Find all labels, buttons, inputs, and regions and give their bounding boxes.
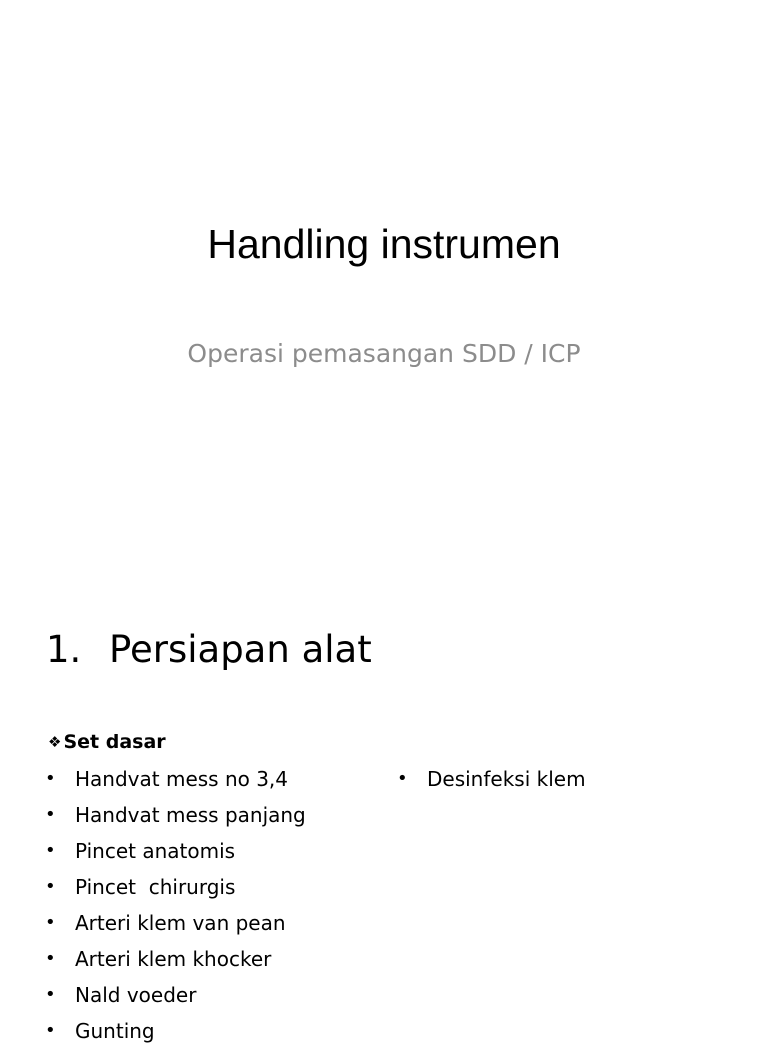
slide-subtitle: Operasi pemasangan SDD / ICP xyxy=(187,339,581,368)
list-item xyxy=(45,1013,375,1049)
bullet-icon: • xyxy=(45,912,56,933)
list-item xyxy=(397,761,727,797)
list-item-text: Nald voeder xyxy=(75,983,197,1007)
content-slide xyxy=(0,576,768,1043)
bullet-icon: • xyxy=(397,768,408,789)
instrument-list-right xyxy=(397,761,727,797)
list-item-text: Pincet anatomis xyxy=(75,839,236,863)
list-item-text: Arteri klem van pean xyxy=(75,911,286,935)
list-item-text: Arteri klem khocker xyxy=(75,947,272,971)
section-number: 1. xyxy=(46,628,82,671)
list-item xyxy=(45,869,375,905)
list-item xyxy=(45,905,375,941)
list-item xyxy=(45,833,375,869)
bullet-icon: • xyxy=(45,1020,56,1041)
list-item-text: Handvat mess no 3,4 xyxy=(75,767,289,791)
section-heading xyxy=(46,625,372,675)
slide-title: Handling instrumen xyxy=(207,221,561,267)
bullet-icon: • xyxy=(45,804,56,825)
list-item-text: Pincet chirurgis xyxy=(75,875,236,899)
bullet-icon: • xyxy=(45,876,56,897)
list-item xyxy=(45,977,375,1013)
bullet-icon: • xyxy=(45,768,56,789)
list-item xyxy=(45,941,375,977)
list-item-text: Desinfeksi klem xyxy=(427,767,586,791)
list-item-text: Handvat mess panjang xyxy=(75,803,306,827)
instrument-list-left xyxy=(45,761,375,1049)
set-label-text: Set dasar xyxy=(63,731,166,753)
list-item xyxy=(45,797,375,833)
set-label xyxy=(48,728,166,756)
bullet-icon: • xyxy=(45,840,56,861)
bullet-icon: • xyxy=(45,984,56,1005)
bullet-icon: • xyxy=(45,948,56,969)
section-heading-text: Persiapan alat xyxy=(109,628,372,671)
list-item xyxy=(45,761,375,797)
diamond-bullet-icon: ❖ xyxy=(48,733,62,751)
list-item-text: Gunting xyxy=(75,1019,155,1043)
